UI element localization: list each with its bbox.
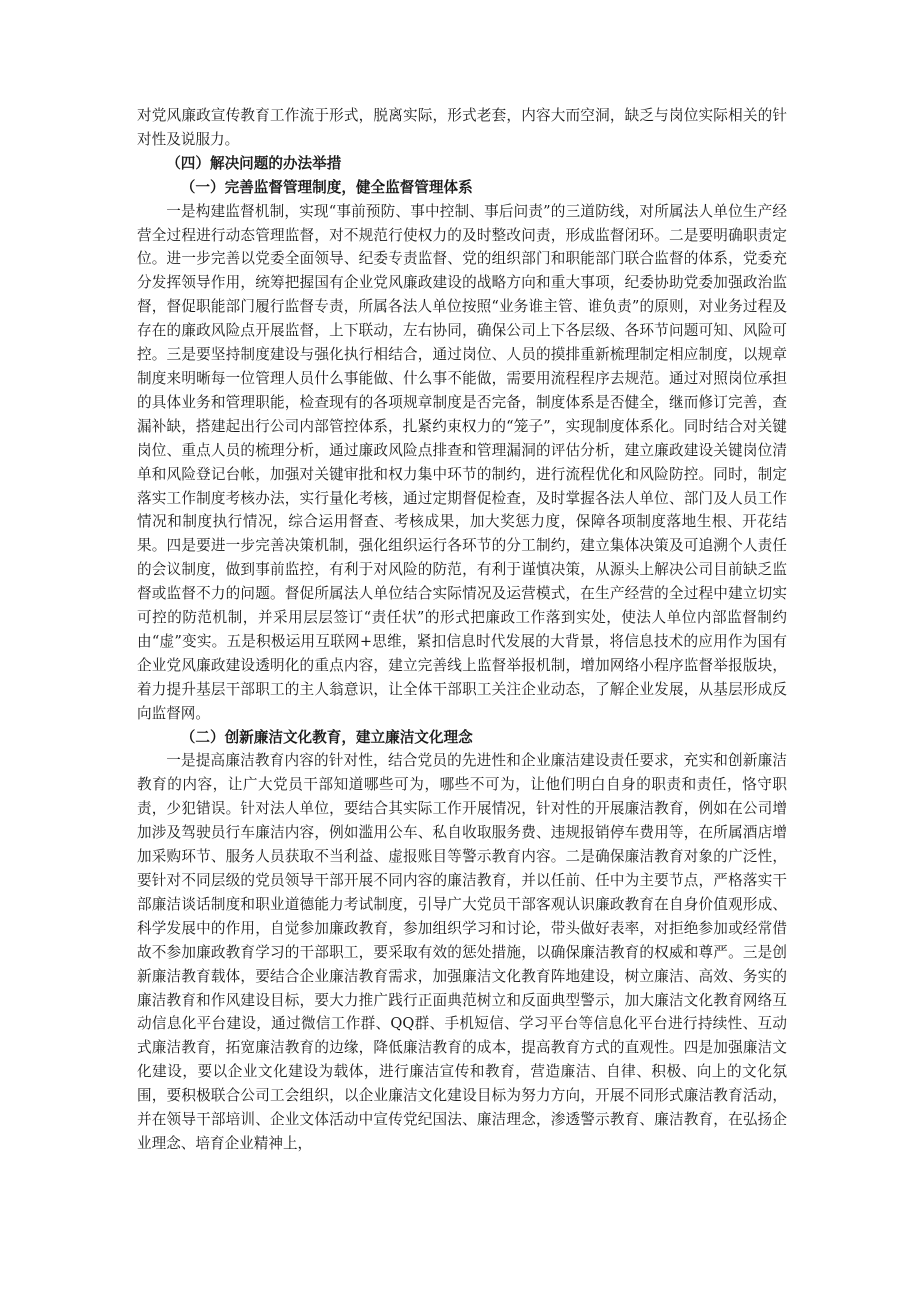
section-heading: （四）解决问题的办法举措 bbox=[166, 154, 342, 172]
subsection-body-1: 一是构建监督机制，实现“事前预防、事中控制、事后问责”的三道防线，对所属法人单位生产经营全过程进行动态管理监督，对不规范行使权力的及时整改问责，形成监督闭环。二是要明确职责定位。进一步完善以党委全面领导、纪委专责监督、党的组织部门和职能部门联合监督的体系，党委充分发挥领导作用，统筹把握国有企业党风廉政建设的战略方向和重大事项，纪委协助党委加强政治监督，督促职能部门履行监督专责，所属各法人单位按照“业务谁主管、谁负责”的原则，对业务过程及存在的廉政风险点开展监督，上下联动，左右协同，确保公司上下各层级、各环节问题可知、风险可控。三是要坚持制度建设与强化执行相结合，通过岗位、人员的摸排重新梳理制定相应制度，以规章制度来明晰每一位管理人员什么事能做、什么事不能做，需要用流程程序去规范。通过对照岗位承担的具体业务和管理职能，检查现有的各项规章制度是否完备，制度体系是否健全，继而修订完善，查漏补缺，搭建起出行公司内部管控体系，扎紧约束权力的“笼子”，实现制度体系化。同时结合对关键岗位、重点人员的梳理分析，通过廉政风险点排查和管理漏洞的评估分析，建立廉政建设关键岗位清单和风险登记台帐，加强对关键审批和权力集中环节的制约，进行流程优化和风险防控。同时，制定落实工作制度考核办法，实行量化考核，通过定期督促检查，及时掌握各法人单位、部门及人员工作情况和制度执行情况，综合运用督查、考核成果，加大奖惩力度，保障各项制度落地生根、开花结果。四是要进一步完善决策机制，强化组织运行各环节的分工制约，建立集体决策及可追溯个人责任的会议制度，做到事前监控，有利于对风险的防范，有利于谨慎决策，从源头上解决公司目前缺乏监督或监督不力的问题。督促所属法人单位结合实际情况及运营模式，在生产经营的全过程中建立切实可控的防范机制，并采用层层签订“责任状”的形式把廉政工作落到实处，使法人单位内部监督制约由“虚”变实。五是积极运用互联网+思维，紧扣信息时代发展的大背景，将信息技术的应用作为国有企业党风廉政建设透明化的重点内容，建立完善线上监督举报机制，增加网络小程序监督举报版块，着力提升基层干部职工的主人翁意识，让全体干部职工关注企业动态，了解企业发展，从基层形成反向监督网。 bbox=[137, 202, 787, 722]
document-page bbox=[137, 104, 787, 1156]
continuation-paragraph: 对党风廉政宣传教育工作流于形式，脱离实际，形式老套，内容大而空洞，缺乏与岗位实际相关的针对性及说服力。 bbox=[137, 107, 787, 148]
subsection-heading-2: （二）创新廉洁文化教育，建立廉洁文化理念 bbox=[180, 728, 473, 746]
subsection-body-2: 一是提高廉洁教育内容的针对性，结合党员的先进性和企业廉洁建设责任要求，充实和创新廉洁教育的内容，让广大党员干部知道哪些可为，哪些不可为，让他们明白自身的职责和责任，恪守职责，少犯错误。针对法人单位，要结合其实际工作开展情况，针对性的开展廉洁教育，例如在公司增加涉及驾驶员行车廉洁内容，例如滥用公车、私自收取服务费、违规报销停车费用等，在所属酒店增加采购环节、服务人员获取不当利益、虚报账目等警示教育内容。二是确保廉洁教育对象的广泛性，要针对不同层级的党员领导干部开展不同内容的廉洁教育，并以任前、任中为主要节点，严格落实干部廉洁谈话制度和职业道德能力考试制度，引导广大党员干部客观认识廉政教育在自身价值观形成、科学发展中的作用，自觉参加廉政教育，参加组织学习和讨论，带头做好表率，对拒绝参加或经常借故不参加廉政教育学习的干部职工，要采取有效的惩处措施，以确保廉洁教育的权威和尊严。三是创新廉洁教育载体，要结合企业廉洁教育需求，加强廉洁文化教育阵地建设，树立廉洁、高效、务实的廉洁教育和作风建设目标，要大力推广践行正面典范树立和反面典型警示，加大廉洁文化教育网络互动信息化平台建设，通过微信工作群、QQ群、手机短信、学习平台等信息化平台进行持续性、互动式廉洁教育，拓宽廉洁教育的边缘，降低廉洁教育的成本，提高教育方式的直观性。四是加强廉洁文化建设，要以企业文化建设为载体，进行廉洁宣传和教育，营造廉洁、自律、积极、向上的文化氛围，要积极联合公司工会组织，以企业廉洁文化建设目标为努力方向，开展不同形式廉洁教育活动，并在领导干部培训、企业文体活动中宣传党纪国法、廉洁理念，渗透警示教育、廉洁教育，在弘扬企业理念、培育企业精神上， bbox=[137, 752, 787, 1152]
subsection-heading-1: （一）完善监督管理制度，健全监督管理体系 bbox=[180, 178, 473, 196]
